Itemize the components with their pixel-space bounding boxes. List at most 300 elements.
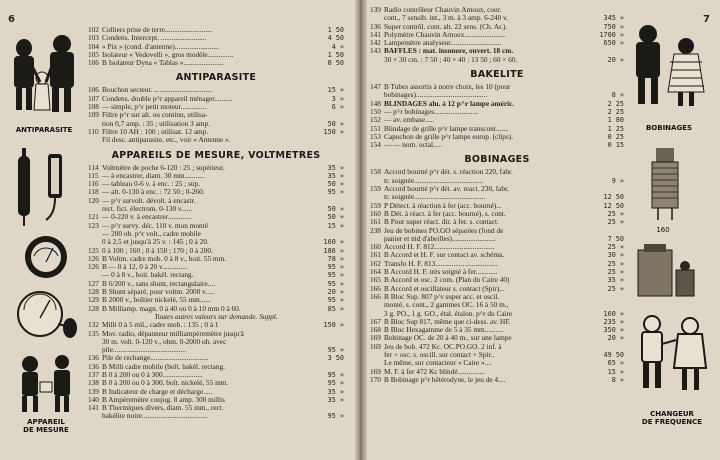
item-price: 0 25 bbox=[607, 132, 624, 141]
item-number: 152 bbox=[370, 115, 381, 125]
catalog-item bbox=[370, 268, 624, 276]
list-appareils-de-mesure-2 bbox=[88, 321, 344, 421]
catalog-item bbox=[370, 243, 624, 251]
item-number: 166 bbox=[370, 283, 381, 293]
catalog-item bbox=[370, 368, 624, 376]
item-description: Mov. radio, dépanneur milliampèremètre jusqu'à bbox=[102, 329, 244, 338]
item-number: 126 bbox=[88, 253, 99, 263]
item-number: 115 bbox=[88, 170, 99, 180]
list-antiparasite bbox=[88, 86, 344, 144]
item-description: B Accord et oscillateur s. contact (Spir)... bbox=[384, 284, 505, 293]
item-description: fer + osc. s. oscill. sur contact + Spir.. bbox=[384, 350, 495, 359]
catalog-item bbox=[88, 371, 344, 379]
item-number: 139 bbox=[88, 386, 99, 396]
list-bakelite bbox=[370, 83, 624, 149]
item-price: 95 » bbox=[327, 263, 344, 272]
item-number: 148 bbox=[370, 98, 381, 108]
item-price: 25 » bbox=[607, 259, 624, 268]
item-description: Pile de rechange................................ bbox=[102, 354, 209, 363]
list-bobinages bbox=[370, 168, 624, 384]
item-number: 138 bbox=[88, 378, 99, 388]
item-description: Isolateur « Vedovelli », gros modèle.............. bbox=[102, 50, 234, 59]
catalog-item bbox=[88, 128, 344, 136]
item-number: 106 bbox=[88, 58, 99, 68]
item-number: 154 bbox=[370, 140, 381, 150]
item-price: 85 » bbox=[327, 304, 344, 313]
catalog-item bbox=[88, 346, 344, 354]
catalog-item bbox=[370, 334, 624, 342]
catalog-item bbox=[370, 227, 624, 235]
item-price: 1 50 bbox=[327, 26, 344, 34]
item-number: 125 bbox=[88, 245, 99, 255]
item-description: Condens. Intercept. ......................... bbox=[102, 34, 207, 43]
transformer-illustration bbox=[628, 240, 708, 310]
catalog-item bbox=[370, 141, 624, 149]
item-number: 141 bbox=[370, 29, 381, 39]
item-description: — 0-220 v. à encastrer............. bbox=[102, 213, 192, 222]
catalog-item bbox=[88, 271, 344, 279]
item-description: B Bloc Sup 817, même que ci-dess. av. HF. bbox=[384, 317, 511, 326]
catalog-item bbox=[88, 255, 344, 263]
coil-label: 160 bbox=[656, 226, 670, 234]
item-description: Transfo H. F. 813.................................. bbox=[384, 259, 498, 268]
catalog-item bbox=[88, 136, 344, 144]
item-number: 108 bbox=[88, 102, 99, 112]
item-number: 161 bbox=[370, 250, 381, 260]
catalog-item bbox=[370, 31, 624, 39]
item-number: 132 bbox=[88, 320, 99, 330]
item-number: 151 bbox=[370, 123, 381, 133]
item-description: — 0 à 8 v., boit. bakél. rectang. bbox=[102, 271, 194, 280]
catalog-item bbox=[370, 235, 624, 243]
left-page bbox=[0, 0, 356, 460]
catalog-item bbox=[370, 351, 624, 359]
section-title-appareils-de-mesure: APPAREILS DE MESURE, VOLTMETRES bbox=[111, 149, 321, 161]
section-title-bobinages: BOBINAGES bbox=[464, 154, 530, 166]
item-number: 114 bbox=[88, 162, 99, 172]
catalog-item bbox=[370, 310, 624, 318]
item-description: — à encastrer, diam. 30 mm........... bbox=[102, 171, 205, 180]
catalog-item bbox=[370, 133, 624, 141]
item-description: Accord H. F. 812................................. bbox=[384, 243, 495, 252]
item-description: B Accord et H. F. sur contact av. schéma. bbox=[384, 251, 505, 260]
item-price: 8 » bbox=[611, 91, 624, 100]
item-description: — 200 ob. p^r volt., cadre mobile bbox=[102, 229, 201, 238]
item-price: 50 » bbox=[327, 213, 344, 222]
item-description: Bouchon secteur. ................................ bbox=[102, 86, 213, 95]
item-price: 650 » bbox=[603, 39, 624, 48]
item-description: Capuchon de grille p^r lampe europ. (clips). bbox=[384, 132, 514, 141]
item-description: B Voltm. cadre mob. 0 à 8 v., boit. 55 mm. bbox=[102, 254, 227, 263]
item-price: 3 » bbox=[331, 94, 344, 103]
item-number: 159 bbox=[370, 200, 381, 210]
item-description: Jeu de bobines PO.GO séparées (fond de bbox=[384, 226, 504, 235]
item-description: Milli 0 à 5 mil., cadre mob. : 135 ; 0 à 1 bbox=[102, 321, 219, 330]
item-description: Voltmètre de poche 6-120 : 25 ; supérieur. bbox=[102, 163, 225, 172]
item-description: BAFFLES : mat. insonore, ouvert. 18 cm. bbox=[384, 47, 514, 56]
list-controleurs bbox=[370, 6, 624, 64]
catalog-item bbox=[88, 111, 344, 119]
item-number: 169 bbox=[370, 341, 381, 351]
item-description: — alt. 0-130 à enc. : 72 50 ; 0-260. bbox=[102, 188, 205, 197]
catalog-item bbox=[88, 388, 344, 396]
item-description: B Accord H. F. très soigné à fer............ bbox=[384, 268, 498, 277]
item-price: 0 15 bbox=[607, 141, 624, 150]
caption-changeur-de-frequence: CHANGEUR DE FREQUENCE bbox=[641, 410, 703, 426]
item-description: Jeu de bob. 472 Kc. OC.PO.GO. 2 inf. à bbox=[384, 342, 502, 351]
item-description: panier et nid d'abeilles)........................ bbox=[384, 234, 496, 243]
item-price: 95 » bbox=[327, 188, 344, 197]
item-number: 127 bbox=[88, 278, 99, 288]
catalog-item bbox=[370, 108, 624, 116]
item-number: 129 bbox=[88, 295, 99, 305]
item-number: 120 bbox=[88, 195, 99, 205]
catalog-item bbox=[370, 23, 624, 31]
item-description: bakélite noire.................................... bbox=[102, 412, 208, 421]
item-description: B Milli cadre mobile (boît. bakél. rectang. bbox=[102, 362, 225, 371]
item-number: 164 bbox=[370, 267, 381, 277]
page-number-left: 6 bbox=[8, 14, 15, 25]
catalog-item bbox=[370, 6, 624, 14]
item-description: — tableau 0-6 v. à enc. : 25 ; sup. bbox=[102, 180, 201, 189]
item-price: 4 50 bbox=[327, 34, 344, 43]
item-description: monté, s. cont., 2 gammes OC. 16 à 50 m., bbox=[384, 301, 509, 310]
item-price: 150 » bbox=[323, 321, 344, 330]
item-description: Colliers prise de terre.......................... bbox=[102, 26, 213, 34]
item-number: 116 bbox=[88, 179, 99, 189]
item-price: 160 » bbox=[323, 238, 344, 247]
item-number: 121 bbox=[88, 212, 99, 222]
item-description: B Bobinage p^r hétérodyne, le jeu de 4.... bbox=[384, 375, 506, 384]
item-description: Polymètre Chauvin Arnoux....................... bbox=[384, 30, 507, 39]
item-price: 35 » bbox=[327, 171, 344, 180]
catalog-item bbox=[370, 47, 624, 55]
catalog-item bbox=[370, 276, 624, 284]
page-number-right: 7 bbox=[703, 14, 710, 25]
catalog-item bbox=[370, 326, 624, 334]
catalog-item bbox=[370, 100, 624, 108]
item-price: 750 » bbox=[603, 22, 624, 31]
item-description: Filtre 10 AH : 100 ; utilisat. 12 amp. bbox=[102, 127, 209, 136]
catalog-item bbox=[88, 379, 344, 387]
item-description: B Pour super réact. dir. à fer. s. contact. bbox=[384, 218, 499, 227]
item-number: 128 bbox=[88, 303, 99, 313]
item-description: B Tubes assortis à notre choix, les 10 (pour bbox=[384, 83, 511, 92]
item-price: 350 » bbox=[603, 326, 624, 335]
item-number: 142 bbox=[370, 38, 381, 48]
item-description: Super contrôl. cont. alt. 22 sens. (Ch. Ar.). bbox=[384, 22, 508, 31]
catalog-item bbox=[370, 359, 624, 367]
catalog-item bbox=[370, 343, 624, 351]
catalog-item bbox=[88, 222, 344, 230]
item-number: 102 bbox=[88, 25, 99, 34]
item-price: 95 » bbox=[327, 279, 344, 288]
catalog-item bbox=[370, 125, 624, 133]
measure-note: Toutes autres valeurs sur demande. Suppl. bbox=[154, 311, 278, 321]
item-number: 106 bbox=[88, 85, 99, 95]
catalog-item bbox=[370, 168, 624, 176]
item-price: 160 » bbox=[603, 309, 624, 318]
item-number: 143 bbox=[370, 46, 381, 56]
item-description: B 0 à 200 ou 0 à 300, boît. nickelé, 55 mm. bbox=[102, 379, 229, 388]
item-price: 235 » bbox=[603, 317, 624, 326]
item-price: 35 » bbox=[327, 387, 344, 396]
item-price: 95 » bbox=[327, 271, 344, 280]
item-description: bobinages)....................................... bbox=[384, 91, 488, 100]
item-description: — p^r survy. déc. 110 v. mon monté bbox=[102, 221, 208, 230]
item-description: Filtre p^r sur alt. ou continu, utilisa- bbox=[102, 111, 208, 120]
item-description: B Bloc Hexagamme de 5 à 35 mm.......... bbox=[384, 326, 503, 335]
catalog-item bbox=[88, 34, 344, 42]
item-number: 168 bbox=[370, 325, 381, 335]
item-description: — — nom. octal..... bbox=[384, 141, 443, 150]
catalog-item bbox=[370, 185, 624, 193]
section-title-bakelite: BAKELITE bbox=[470, 69, 524, 81]
item-description: BLINDAGES alu. à 12 p^r lampe améric. bbox=[384, 99, 515, 108]
right-page bbox=[366, 0, 720, 460]
item-description: — p^r bobinages........................ bbox=[384, 107, 478, 116]
item-number: 136 bbox=[88, 353, 99, 363]
item-number: 161 bbox=[370, 217, 381, 227]
catalog-item bbox=[88, 247, 344, 255]
catalog-item bbox=[88, 188, 344, 196]
catalog-item bbox=[370, 14, 624, 22]
catalog-item bbox=[370, 210, 624, 218]
item-number: 160 bbox=[370, 208, 381, 218]
catalog-item bbox=[88, 197, 344, 205]
catalog-item bbox=[88, 86, 344, 94]
appareil-illustration bbox=[8, 352, 82, 414]
catalog-item bbox=[88, 338, 344, 346]
item-price: 15 » bbox=[327, 86, 344, 95]
catalog-item bbox=[370, 39, 624, 47]
catalog-item bbox=[88, 363, 344, 371]
catalog-item bbox=[88, 95, 344, 103]
item-description: Blindage de grille p^r lampe transcont....... bbox=[384, 124, 509, 133]
item-description: 0 à 2,5 et jusqu'à 25 v. : 145 ; 0 à 20. bbox=[102, 238, 209, 247]
coil-illustration bbox=[636, 146, 696, 224]
item-number: 141 bbox=[88, 403, 99, 413]
item-price: 12 50 bbox=[603, 201, 624, 210]
item-description: Le même, sur contacteur « Caire ».... bbox=[384, 359, 492, 368]
item-price: 20 » bbox=[327, 288, 344, 297]
catalog-item bbox=[370, 260, 624, 268]
item-description: « Pix » (cond. d'antenne)........................ bbox=[102, 42, 219, 51]
catalog-item bbox=[88, 296, 344, 304]
item-price: 65 » bbox=[607, 359, 624, 368]
catalog-item bbox=[370, 318, 624, 326]
section-title-antiparasite: ANTIPARASITE bbox=[175, 72, 257, 84]
item-description: — simple, p^r petit moteur.............. bbox=[102, 103, 207, 112]
item-number: 160 bbox=[370, 242, 381, 252]
item-price: 50 » bbox=[327, 205, 344, 214]
right-column bbox=[370, 6, 624, 384]
catalog-item bbox=[88, 180, 344, 188]
item-description: cont., 7 sensib. int., 3 m. à 3 amp. 6-240 v. bbox=[384, 14, 508, 23]
item-description: rect. fict. électrom. 0-130 v...... bbox=[102, 205, 193, 214]
item-description: B 0 à 200 ou 0 à 300...................... bbox=[102, 370, 203, 379]
item-number: 110 bbox=[88, 126, 99, 136]
catalog-item bbox=[88, 164, 344, 172]
catalog-item bbox=[88, 396, 344, 404]
item-description: — p^r survolt. dévolt. à encastr. bbox=[102, 196, 196, 205]
item-price: 345 » bbox=[603, 14, 624, 23]
catalog-item bbox=[370, 177, 624, 185]
item-price: 95 » bbox=[327, 346, 344, 355]
catalog-item bbox=[370, 56, 624, 64]
item-number: 126 bbox=[88, 262, 99, 272]
item-description: B Accord et osc. 2 com. (Plan du Caire 40) bbox=[384, 276, 510, 285]
item-description: B Bloc Sup. 807 p^r super acc. et oscil. bbox=[384, 292, 500, 301]
item-number: 158 bbox=[370, 167, 381, 177]
item-description: B Dét. à réact. à fer (acc. bourné), s. cont. bbox=[384, 209, 506, 218]
item-price: 186 » bbox=[323, 246, 344, 255]
catalog-item bbox=[370, 376, 624, 384]
item-number: 153 bbox=[370, 131, 381, 141]
item-number: 170 bbox=[370, 374, 381, 384]
catalog-item bbox=[88, 43, 344, 51]
item-price: 3 50 bbox=[327, 354, 344, 363]
item-description: B Ampèremètre coujug. 8 amp. 300 millis bbox=[102, 395, 225, 404]
item-description: Accord bourné p^r dét. s. réaction 220, fabr. bbox=[384, 168, 513, 177]
item-number: 103 bbox=[88, 33, 99, 43]
item-number: 118 bbox=[88, 187, 99, 197]
item-price: 35 » bbox=[327, 163, 344, 172]
item-description: Accord bourné p^r dét. av. react. 230, fabr. bbox=[384, 185, 509, 194]
round-meter-illustration bbox=[22, 234, 70, 280]
caption-antiparasite: ANTIPARASITE bbox=[15, 126, 73, 134]
item-description: 0 à 100 ; 160 ; 0 à 150 ; 170 ; 0 à 200. bbox=[102, 246, 213, 255]
catalog-item bbox=[370, 218, 624, 226]
item-price: 50 » bbox=[327, 180, 344, 189]
item-price: 2 25 bbox=[607, 99, 624, 108]
item-description: Bobinage OC. de 20 à 40 m., sur une lampe bbox=[384, 334, 512, 343]
catalog-item bbox=[88, 280, 344, 288]
catalog-item bbox=[370, 251, 624, 259]
catalog-item bbox=[370, 83, 624, 91]
catalog-item bbox=[88, 288, 344, 296]
catalog-item bbox=[88, 238, 344, 246]
item-price: 25 » bbox=[607, 284, 624, 293]
item-number: 107 bbox=[88, 93, 99, 103]
item-price: 20 » bbox=[607, 55, 624, 64]
item-price: 25 » bbox=[607, 218, 624, 227]
catalog-item bbox=[88, 354, 344, 362]
catalog-item bbox=[370, 285, 624, 293]
item-price: 78 » bbox=[327, 254, 344, 263]
bobinages-illustration bbox=[622, 22, 714, 118]
item-description: B Milliamp. magn. 0 à 40 ou 0 à 10 mm 0 à 60. bbox=[102, 304, 241, 313]
item-description: B — 0 à 12, 0 à 20 v.............. bbox=[102, 263, 188, 272]
caption-appareil-de-mesure: APPAREIL DE MESURE bbox=[23, 418, 69, 434]
catalog-item bbox=[370, 293, 624, 301]
item-number: 162 bbox=[370, 258, 381, 268]
item-price: 1 80 bbox=[607, 116, 624, 125]
item-number: 105 bbox=[88, 49, 99, 59]
item-number: 128 bbox=[88, 287, 99, 297]
item-price: 15 » bbox=[327, 221, 344, 230]
item-price: 15 » bbox=[607, 367, 624, 376]
item-price: 30 » bbox=[607, 251, 624, 260]
item-price: 12 50 bbox=[603, 193, 624, 202]
item-number: 104 bbox=[88, 41, 99, 51]
left-column bbox=[88, 26, 344, 421]
item-price: 49 50 bbox=[603, 350, 624, 359]
meter-probes-illustration bbox=[14, 148, 84, 228]
item-description: 3 g. PO., 1 g. GO., étal. étalon. p^r du Caire bbox=[384, 309, 513, 318]
catalog-item bbox=[370, 301, 624, 309]
item-description: B Indicateur de charge et décharge..... bbox=[102, 387, 213, 396]
item-description: B Shunt séparé, pour voltm. 2000 v..... bbox=[102, 288, 215, 297]
item-price: 95 » bbox=[327, 379, 344, 388]
item-description: pile........................................ bbox=[102, 346, 186, 355]
item-number: 123 bbox=[88, 220, 99, 230]
catalog-item bbox=[370, 116, 624, 124]
item-number: 139 bbox=[370, 5, 381, 14]
catalog-item bbox=[88, 213, 344, 221]
list-fixtures bbox=[88, 26, 344, 67]
catalog-item bbox=[88, 26, 344, 34]
item-description: M. F. à fer 472 Kc blindé............... bbox=[384, 367, 485, 376]
item-price: 95 » bbox=[327, 370, 344, 379]
item-number: 166 bbox=[370, 291, 381, 301]
item-price: 1 50 bbox=[327, 50, 344, 59]
item-number: 159 bbox=[370, 184, 381, 194]
item-description: Fil desc. antiparasite, etc., voir « Antenne ». bbox=[102, 136, 231, 145]
item-description: — av. embase..... bbox=[384, 116, 435, 125]
item-price: 25 » bbox=[607, 268, 624, 277]
item-description: B 6/200 v., sans shunt, rectangulaire.... bbox=[102, 279, 216, 288]
item-price: 8 » bbox=[611, 375, 624, 384]
item-price: 9 » bbox=[611, 176, 624, 185]
catalog-item bbox=[88, 120, 344, 128]
item-price: 20 » bbox=[607, 334, 624, 343]
item-description: Radio contrôleur Chauvin Arnoux, cour. bbox=[384, 6, 502, 14]
item-number: 109 bbox=[88, 110, 99, 120]
item-price: 95 » bbox=[327, 412, 344, 421]
item-number: 147 bbox=[370, 82, 381, 92]
item-number: 135 bbox=[88, 328, 99, 338]
item-description: Condens. double p^r appareil ménager.......... bbox=[102, 94, 233, 103]
item-description: 30 m. volt. 0-120 v., ohm. 0-2000 oh. avec bbox=[102, 337, 227, 346]
catalog-item bbox=[88, 263, 344, 271]
catalog-item bbox=[88, 404, 344, 412]
item-price: 95 » bbox=[327, 296, 344, 305]
item-description: tion 0,7 amp. : 35 ; utilisation 3 amp. bbox=[102, 119, 211, 128]
item-number: 136 bbox=[88, 361, 99, 371]
item-price: 35 » bbox=[327, 395, 344, 404]
item-description: tr. soignée....................................... bbox=[384, 193, 486, 202]
catalog-item bbox=[88, 59, 344, 67]
item-number: 136 bbox=[370, 21, 381, 31]
item-description: Lampemètre analyseur............................ bbox=[384, 39, 502, 48]
catalog-item bbox=[88, 205, 344, 213]
item-price: 1 25 bbox=[607, 124, 624, 133]
item-price: 50 » bbox=[327, 119, 344, 128]
item-price: 1700 » bbox=[599, 30, 624, 39]
catalog-item bbox=[370, 193, 624, 201]
item-price: 2 25 bbox=[607, 107, 624, 116]
item-number: 150 bbox=[370, 106, 381, 116]
item-description: 30 × 30 cm. : 7 50 ; 40 × 40 : 13 50 ; 60 × 60. bbox=[384, 55, 518, 64]
item-price: 35 » bbox=[607, 276, 624, 285]
item-number: 169 bbox=[370, 333, 381, 343]
item-number: 137 bbox=[88, 369, 99, 379]
item-number: 238 bbox=[370, 225, 381, 235]
catalog-item bbox=[88, 172, 344, 180]
catalog-item bbox=[88, 330, 344, 338]
catalog-item bbox=[88, 412, 344, 420]
